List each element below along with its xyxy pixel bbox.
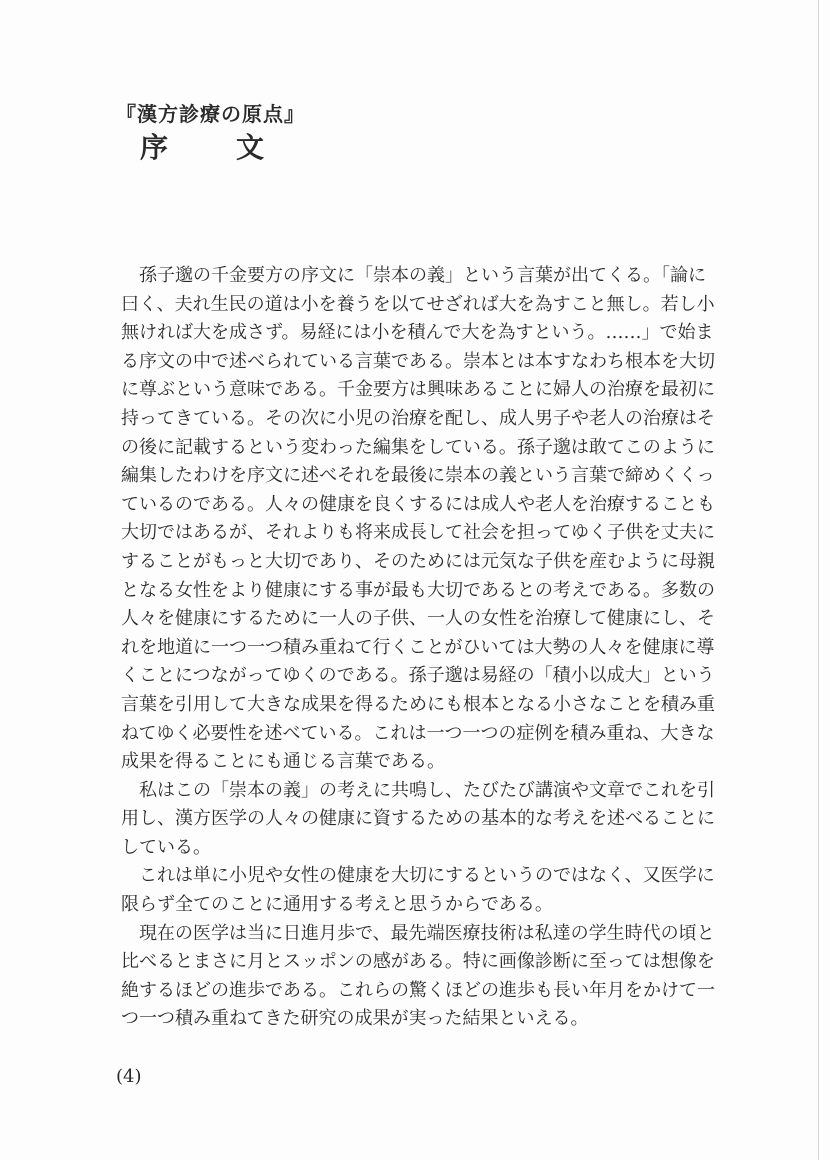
text-line: 言葉を引用して大きな成果を得るためにも根本となる小さなことを積み重 bbox=[121, 693, 715, 715]
text-line: 大切ではあるが、それよりも将来成長して社会を担ってゆく子供を丈夫に bbox=[121, 522, 715, 544]
text-line: の後に記載するという変わった編集をしている。孫子邈は敢てこのように bbox=[121, 436, 715, 458]
text-line: る序文の中で述べられている言葉である。崇本とは本すなわち根本を大切 bbox=[121, 350, 715, 372]
text-line: となる女性をより健康にする事が最も大切であるとの考えである。多数の bbox=[121, 579, 715, 601]
text-line: 持ってきている。その次に小児の治療を配し、成人男子や老人の治療はそ bbox=[121, 407, 715, 429]
text-line: 比べるとまさに月とスッポンの感がある。特に画像診断に至っては想像を bbox=[121, 951, 715, 973]
text-line: 用し、漢方医学の人々の健康に資するための基本的な考えを述べることに bbox=[121, 808, 715, 830]
text-line: 曰く、夫れ生民の道は小を養うを以てせざれば大を為すこと無し。若し小 bbox=[121, 293, 715, 315]
text-line: に尊ぶという意味である。千金要方は興味あることに婦人の治療を最初に bbox=[121, 379, 715, 401]
text-line: ているのである。人々の健康を良くするには成人や老人を治療することも bbox=[121, 493, 715, 515]
page-edge bbox=[818, 0, 819, 1160]
text-line: 私はこの「崇本の義」の考えに共鳴し、たびたび講演や文章でこれを引 bbox=[121, 779, 715, 801]
text-line: れを地道に一つ一つ積み重ねて行くことがひいては大勢の人々を健康に導 bbox=[121, 636, 715, 658]
text-line: することがもっと大切であり、そのためには元気な子供を産むように母親 bbox=[121, 550, 715, 572]
page-number: (4) bbox=[116, 1066, 142, 1087]
text-line: これは単に小児や女性の健康を大切にするというのではなく、又医学に bbox=[121, 865, 715, 887]
text-line: 現在の医学は当に日進月歩で、最先端医療技術は私達の学生時代の頃と bbox=[121, 922, 715, 944]
text-line: ねてゆく必要性を述べている。これは一つ一つの症例を積み重ね、大きな bbox=[121, 722, 715, 744]
text-line: つ一つ積み重ねてきた研究の成果が実った結果といえる。 bbox=[121, 1008, 589, 1030]
text-line: 無ければ大を成さず。易経には小を積んで大を為すという。……」で始ま bbox=[121, 322, 714, 344]
text-line: 編集したわけを序文に述べそれを最後に崇本の義という言葉で締めくくっ bbox=[121, 465, 715, 487]
section-heading: 序 文 bbox=[140, 131, 269, 164]
text-line: 人々を健康にするために一人の子供、一人の女性を治療して健康にし、そ bbox=[121, 608, 715, 630]
text-line: 限らず全てのことに通用する考えと思うからである。 bbox=[121, 894, 553, 916]
body-text bbox=[121, 262, 721, 1034]
text-line: 孫子邈の千金要方の序文に「崇本の義」という言葉が出てくる。「論に bbox=[121, 265, 706, 286]
book-title: 『漢方診療の原点』 bbox=[116, 102, 305, 126]
text-line: 成果を得ることにも通じる言葉である。 bbox=[121, 751, 445, 773]
text-line: 絶するほどの進歩である。これらの驚くほどの進歩も長い年月をかけて一 bbox=[121, 979, 715, 1001]
text-line: している。 bbox=[121, 836, 211, 858]
text-line: くことにつながってゆくのである。孫子邈は易経の「積小以成大」という bbox=[121, 665, 715, 687]
